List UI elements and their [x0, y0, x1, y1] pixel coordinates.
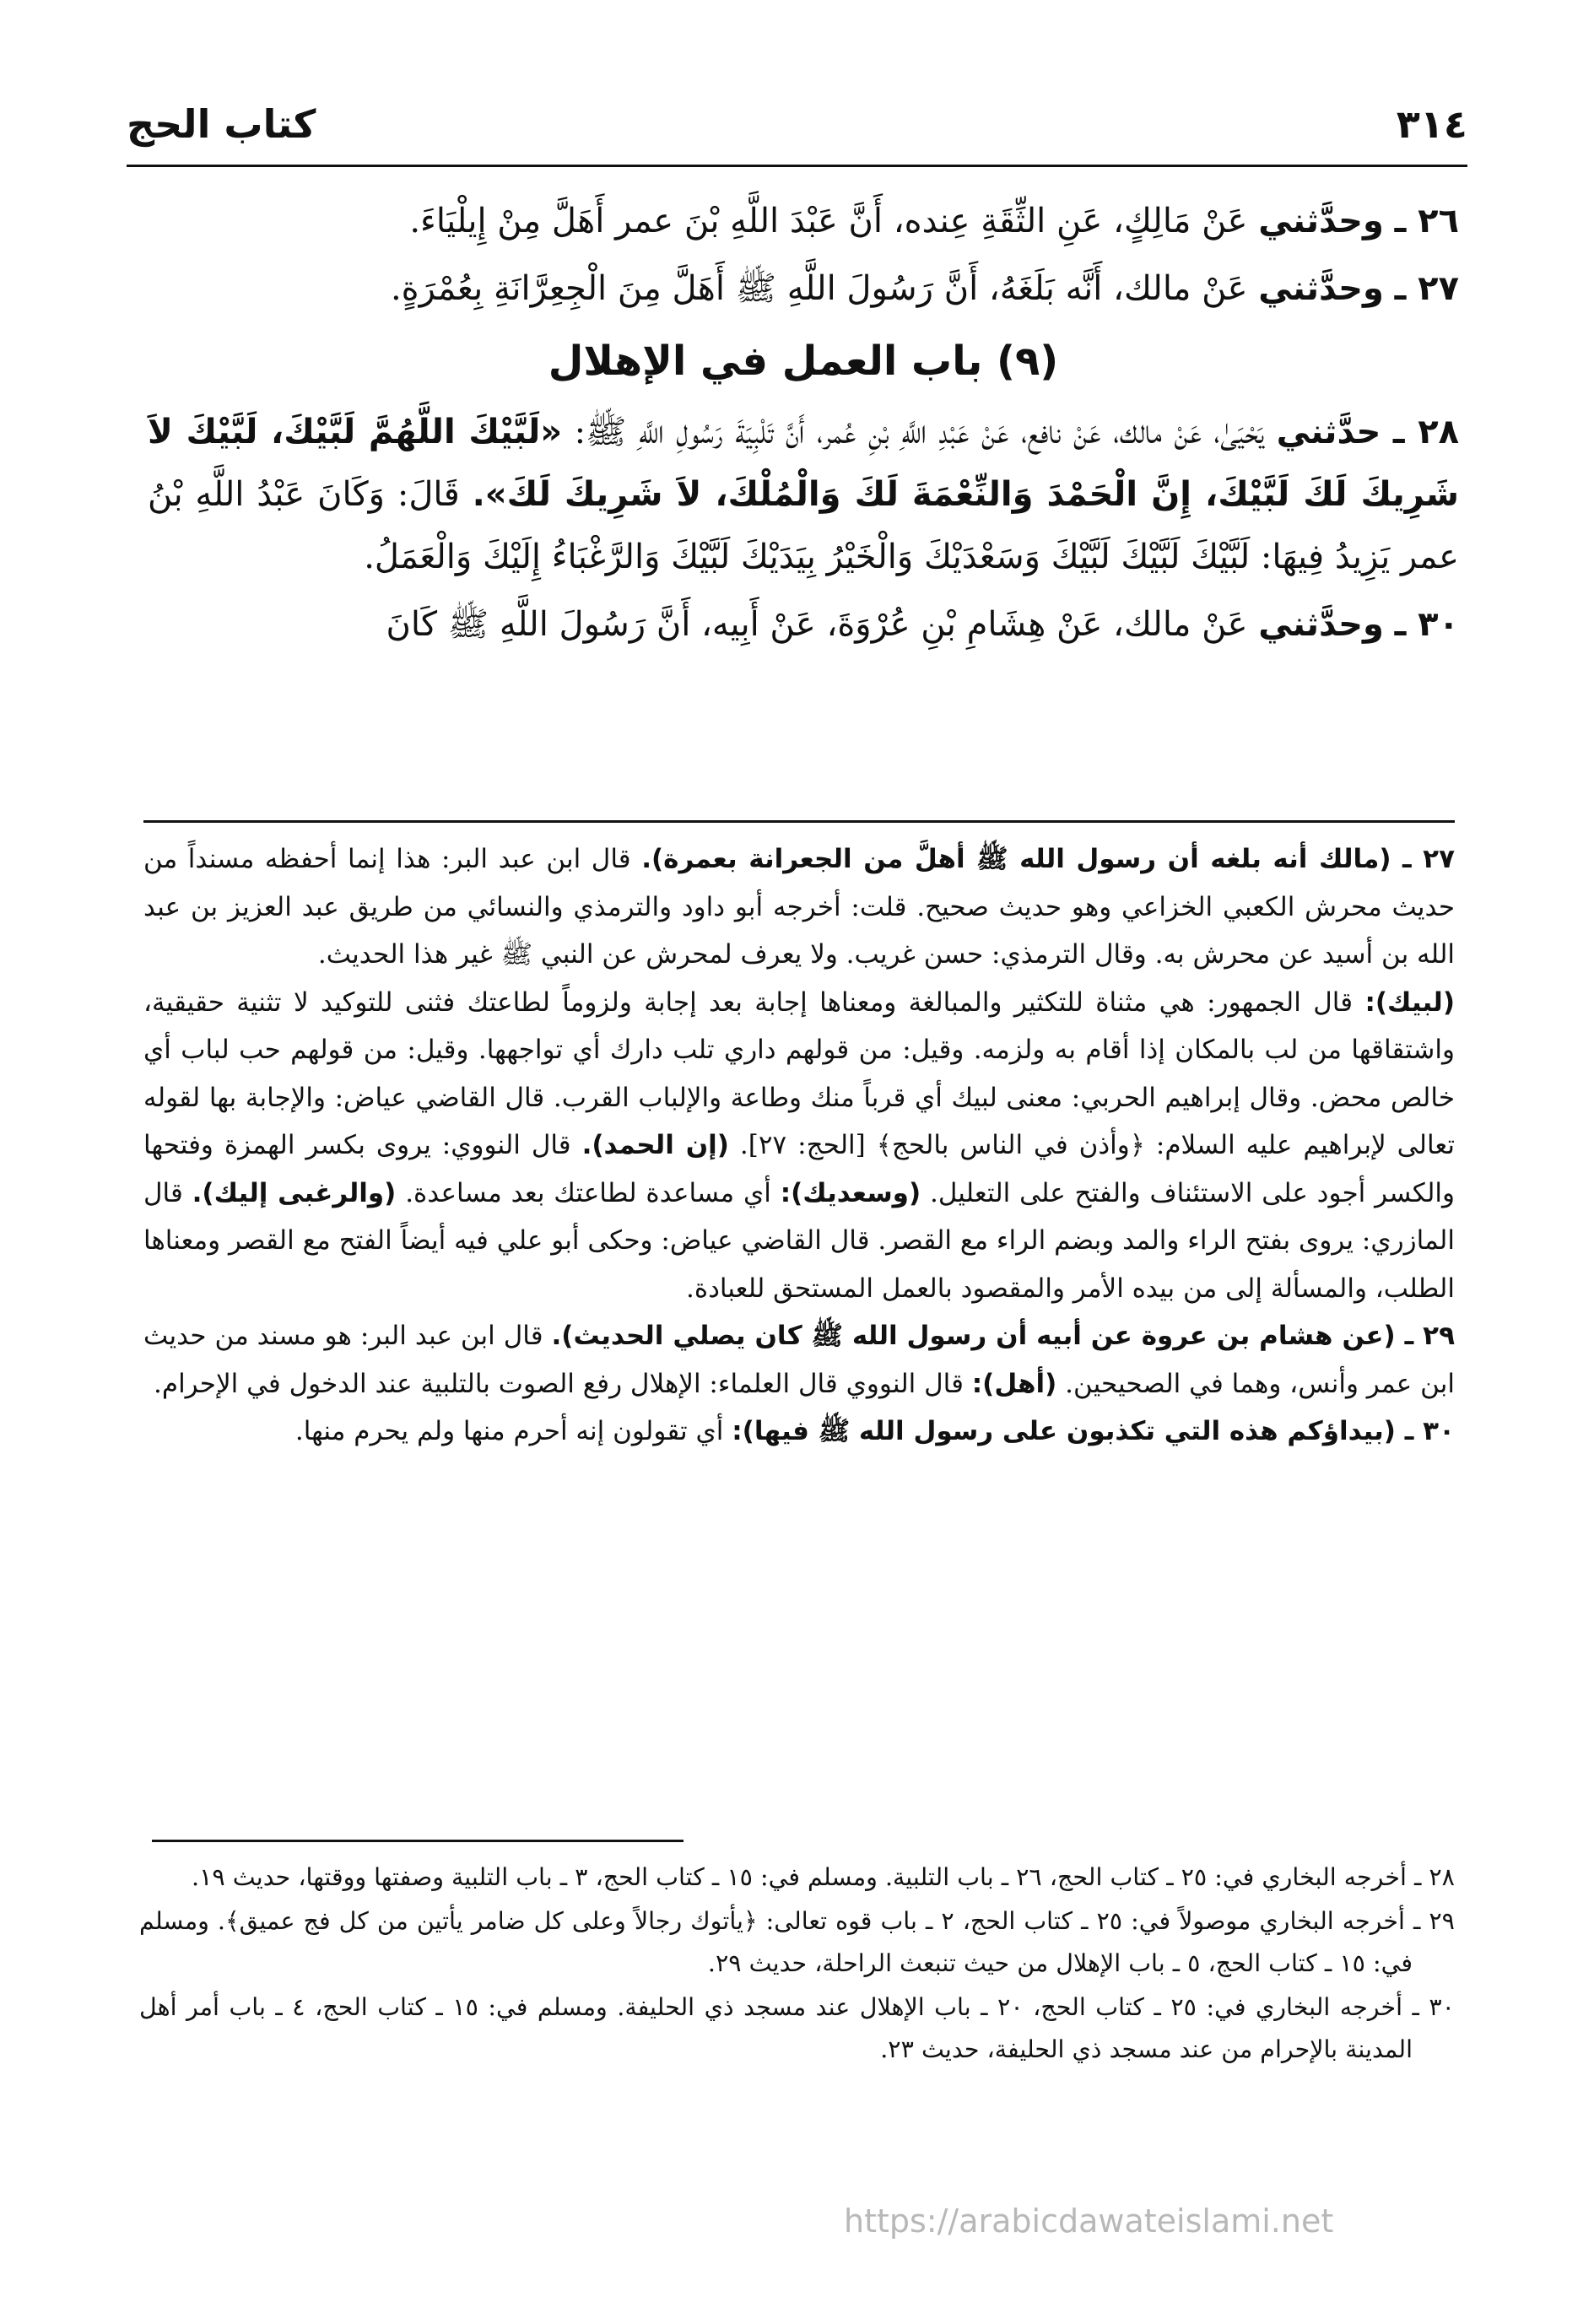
commentary: [143, 835, 1455, 1456]
watermark-url: https://arabicdawateislami.net: [844, 2202, 1334, 2240]
hadith-28: ٢٨ ـ حدَّثني يَحْيَىٰ، عَنْ مالك، عَنْ نافع، عَنْ عَبْدِ اللَّهِ بْنِ عُمر، أَنَّ تَلْبِيَةَ رَسُولِ اللَّهِ ﷺ: «لَبَّيْكَ اللَّهُمَّ لَبَّيْكَ، لَبَّيْكَ لاَ شَرِيكَ لَكَ لَبَّيْكَ، إِنَّ الْحَمْدَ وَالنِّعْمَةَ لَكَ وَالْمُلْكَ، لاَ شَرِيكَ لَكَ». قَالَ: وَكَانَ عَبْدُ اللَّهِ بْنُ عمر يَزِيدُ فِيهَا: لَبَّيْكَ لَبَّيْكَ لَبَّيْكَ وَسَعْدَيْكَ وَالْخَيْرُ بِيَدَيْكَ لَبَّيْكَ وَالرَّغْبَاءُ إِلَيْكَ وَالْعَمَلُ.: [148, 413, 1460, 576]
commentary-29: ٢٩ ـ (عن هشام بن عروة عن أبيه أن رسول الله ﷺ كان يصلي الحديث). قال ابن عبد البر: هو مسند من حديث ابن عمر وأنس، وهما في الصحيحين. (أهل): قال النووي قال العلماء: الإهلال رفع الصوت بالتلبية عند الدخول في الإحرام.: [143, 1321, 1455, 1399]
header-rule: [127, 165, 1467, 167]
hadith-26: ٢٦ ـ وحدَّثني عَنْ مَالِكٍ، عَنِ الثِّقَةِ عِنده، أَنَّ عَبْدَ اللَّهِ بْنَ عمر أَهَلَّ مِنْ إِيلْيَاءَ.: [409, 202, 1459, 241]
hadith-27: ٢٧ ـ وحدَّثني عَنْ مالك، أَنَّه بَلَغَهُ، أَنَّ رَسُولَ اللَّهِ ﷺ أَهَلَّ مِنَ الْجِعِرَّانَةِ بِعُمْرَةٍ.: [390, 269, 1459, 308]
main-text: [148, 190, 1459, 661]
commentary-labbayk: (لبيك): قال الجمهور: هي مثناة للتكثير والمبالغة ومعناها إجابة بعد إجابة ولزوماً لطاعتك فثنى للتوكيد لا تثنية حقيقية، واشتقاقها من لب بالمكان إذا أقام به ولزمه. وقيل: من قولهم داري تلب دارك أي تواجهها. وقيل: من قولهم حب لباب أي خالص محض. وقال إبراهيم الحربي: معنى لبيك أي قرباً منك وطاعة والإلباب القرب. قال القاضي عياض: والإجابة بها لقوله تعالى لإبراهيم عليه السلام: ﴿وأذن في الناس بالحج﴾ [الحج: ٢٧]. (إن الحمد). قال النووي: يروى بكسر الهمزة وفتحها والكسر أجود على الاستئناف والفتح على التعليل. (وسعديك): أي مساعدة لطاعتك بعد مساعدة. (والرغبى إليك). قال المازري: يروى بفتح الراء والمد وبضم الراء مع القصر. قال القاضي عياض: وحكى أبو علي فيه أيضاً الفتح مع القصر ومعناها الطلب، والمسألة إلى من بيده الأمر والمقصود بالعمل المستحق للعبادة.: [143, 986, 1456, 1304]
footnote-29: ٢٩ ـ أخرجه البخاري موصولاً في: ٢٥ ـ كتاب الحج، ٢ ـ باب قوه تعالى: ﴿يأتوك رجالاً وعلى كل ضامر يأتين من كل فج عميق﴾. ومسلم في: ١٥ ـ كتاب الحج، ٥ ـ باب الإهلال من حيث تنبعث الراحلة، حديث ٢٩.: [139, 1907, 1455, 1977]
footnotes: [139, 1856, 1455, 2073]
footnote-30: ٣٠ ـ أخرجه البخاري في: ٢٥ ـ كتاب الحج، ٢٠ ـ باب الإهلال عند مسجد ذي الحليفة. ومسلم في: ١٥ ـ كتاب الحج، ٤ ـ باب أمر أهل المدينة بالإحرام من عند مسجد ذي الحليفة، حديث ٢٣.: [139, 1993, 1455, 2063]
chapter-title: (٩) باب العمل في الإهلال: [548, 338, 1059, 385]
footnote-28: ٢٨ ـ أخرجه البخاري في: ٢٥ ـ كتاب الحج، ٢٦ ـ باب التلبية. ومسلم في: ١٥ ـ كتاب الحج، ٣ ـ باب التلبية وصفتها ووقتها، حديث ١٩.: [192, 1863, 1455, 1891]
hadith-30: ٣٠ ـ وحدَّثني عَنْ مالك، عَنْ هِشَامِ بْنِ عُرْوَةَ، عَنْ أَبِيه، أَنَّ رَسُولَ اللَّهِ ﷺ كَانَ: [386, 605, 1459, 644]
running-header: [127, 101, 1467, 147]
commentary-27: ٢٧ ـ (مالك أنه بلغه أن رسول الله ﷺ أهلَّ من الجعرانة بعمرة). قال ابن عبد البر: هذا إنما أحفظه مسنداً من حديث محرش الكعبي الخزاعي وهو حديث صحيح. قلت: أخرجه أبو داود والترمذي والنسائي من طريق عبد العزيز بن عبد الله بن أسيد عن محرش به. وقال الترمذي: حسن غريب. ولا يعرف لمحرش عن النبي ﷺ غير هذا الحديث.: [143, 844, 1456, 970]
footnote-rule: [152, 1840, 684, 1842]
book-title: كتاب الحج: [127, 101, 316, 147]
page-number: ٣١٤: [1396, 101, 1467, 147]
commentary-30: ٣٠ ـ (بيداؤكم هذه التي تكذبون على رسول الله ﷺ فيها): أي تقولون إنه أحرم منها ولم يحرم منها.: [294, 1416, 1455, 1446]
commentary-rule: [143, 820, 1455, 823]
